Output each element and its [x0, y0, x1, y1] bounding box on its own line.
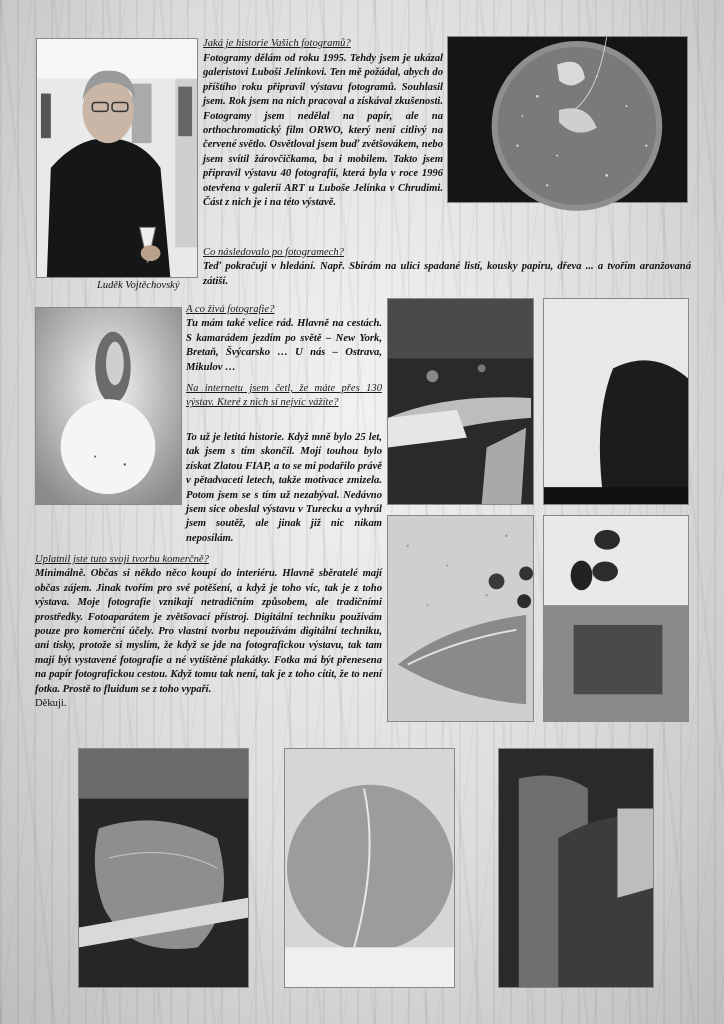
question-2: Co následovalo po fotogramech?	[203, 247, 344, 258]
photo-torn-circle	[284, 748, 455, 988]
answer-3: Tu mám také velice rád. Hlavně na cestách. S kamarádem jezdím po světě – New York, Bretaň, Švýcarsko … U nás – Ostrava, Mikulov …	[186, 318, 382, 373]
answer-4-block	[186, 431, 382, 544]
answer-4-end-block	[35, 517, 382, 545]
photo-coffee-beans	[543, 515, 689, 722]
photo-leaf-on-grass	[78, 748, 249, 988]
question-1: Jaká je historie Vašich fotogramů?	[203, 38, 351, 49]
interview-block-1	[203, 37, 443, 51]
answer-1-block	[203, 52, 443, 218]
photo-curved-paper	[543, 298, 689, 505]
question-3: A co živá fotografie?	[186, 304, 275, 315]
closing-text: Děkuji.	[35, 698, 67, 710]
interview-block-3	[35, 553, 382, 711]
photo-still-life-knife	[387, 298, 534, 505]
answer-1: Fotogramy dělám od roku 1995. Tehdy jsem je ukázal galeristovi Luboši Jelínkovi. Ten mě požádal, abych do příštího roku připravil výstavu fotogramů. Souhlasil jsem. Rok jsem na nich pracoval a získával zkušenosti. Fotogramy jsem nedělal na papír, ale na orthochromatický film ORWO, který není citlivý na červené světlo. Osvětloval jsem buď zvětšovákem, nebo jsem svítil žárovčičkama, ba i mobilem. Takto jsem připravil výstavu 40 fotografií, která byla v roce 1996 otevřena v galerii ART u Luboše Jelínka v Chrudimi. Část z nich je i na této výstavě.	[203, 53, 443, 209]
question-5: Uplatnil jste tuto svoji tvorbu komerčně?	[35, 554, 209, 565]
question-4: Na internetu jsem četl, že máte přes 130 výstav. Které z nich si nejvíc vážíte?	[186, 383, 382, 409]
photo-metal-sheets	[498, 748, 654, 988]
photogram-circle	[447, 36, 688, 203]
photo-leaf-stones	[387, 515, 534, 722]
portrait-photo	[36, 38, 198, 278]
answer-1-continued	[203, 210, 691, 289]
answer-5: Minimálně. Občas si někdo něco koupí do interiéru. Hlavně sběratelé mají občas zájem. Jinak tvořím pro své potěšení, a když je toho víc, tak je z toho výstava. Moje fotografie vznikají netradičním způsobem, ale tradičními prostředky. Fotoaparátem je zvětšovací přístroj. Digitální techniku používám pouze pro komerční účely. Pro vlastní tvorbu nepoužívám digitální techniku, ani tisky, protože si myslím, že když se jde na fotografickou výstavu, tak tam mají být vystavené fotografie a né vytištěné plakátky. Fotka má být přenesena na papír fotografickou cestou. Když tomu tak není, tak je z toho cítit, že to není fotka. Prostě to fluidum se z toho vypaří.	[35, 568, 382, 695]
photogram-egg	[35, 307, 182, 505]
answer-2: Teď pokračuji v hledání. Např. Sbírám na ulici spadané listí, kousky papíru, dřeva ... a tvořím aranžovaná zátiší.	[203, 261, 691, 287]
portrait-caption: Luděk Vojtěchovský	[97, 280, 180, 291]
interview-block-2	[186, 303, 382, 411]
answer-4: To už je letitá historie. Když mně bylo 25 let, tak jsem s tím skončil. Mojí touhou bylo získat Zlatou FIAP, a to se mi podařilo právě v pětadvaceti letech, takže motivace zmizela. Potom jsem se s tím už nezabýval. Nedávno jsem sice obeslal výstavu v Turecku a vyhrál jsem soutěž, ale jinak již nic nikam neposílám.	[186, 432, 382, 544]
